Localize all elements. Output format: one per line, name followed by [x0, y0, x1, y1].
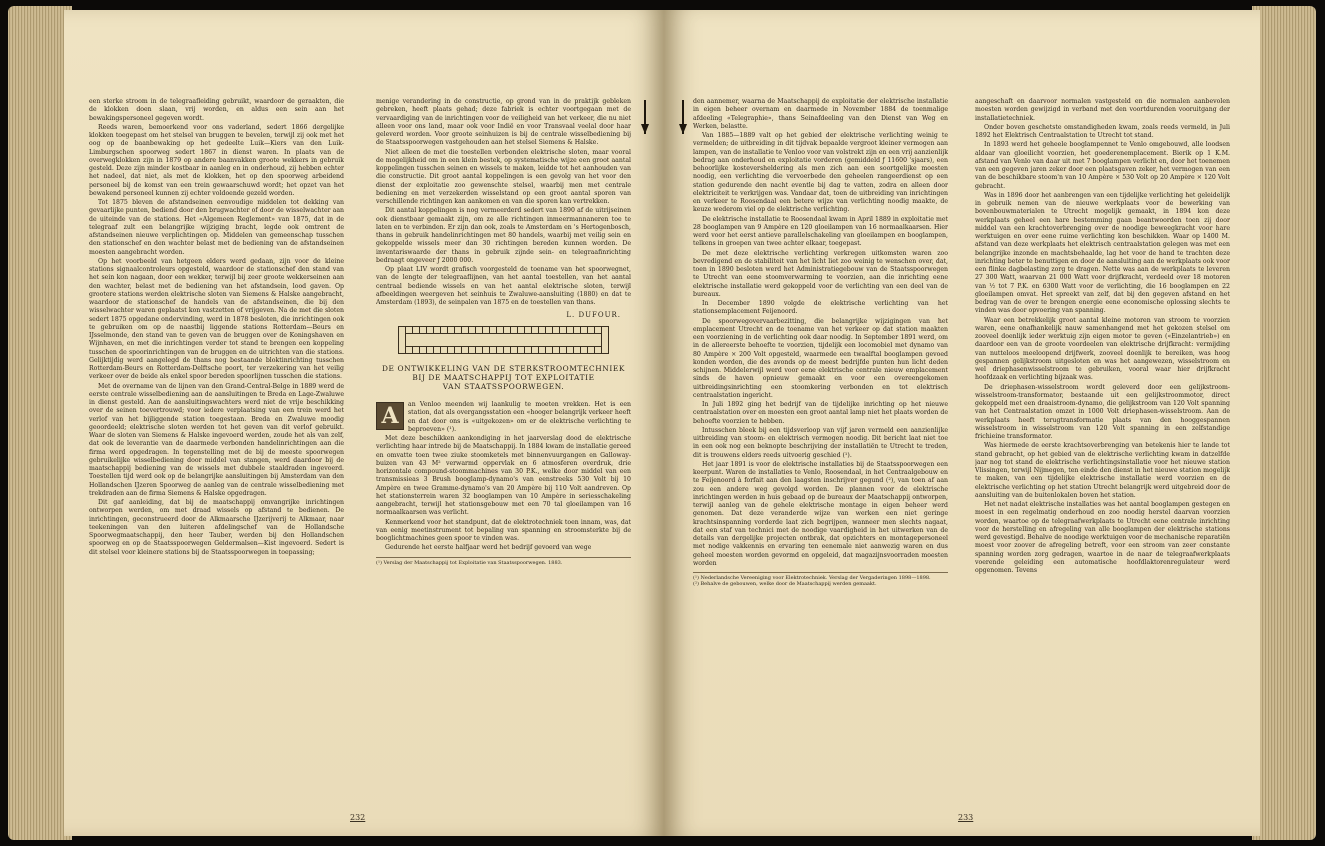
- paragraph: an Venloo meenden wij laankulig te moeten vrekken. Het is een station, dat als overgangsstation een «hooger belangrijk verkeer heeft en dat door ons is «uitgekozen» om er de elektrische verlichting te beproeven» (¹).: [408, 401, 631, 433]
- right-column-1: [693, 98, 948, 722]
- left-page: [64, 10, 664, 836]
- paragraph: De driephasen-wisselstroom wordt geleverd door een gelijkstroom-wisselstroom-transformator, bestaande uit een gelijkstroommotor, direct gekoppeld met een draaistroom-dynamo, die gelijkstroom van 120 Volt spanning van het Centraalstation omzet in 1000 Volt driephasen-wisselstroom. Aan de werkplaats heeft terugtransformatie plaats van den hooggespannen wisselstroom in wisselstroom van 120 Volt spanning in een zelfstandige frichieine transformator.: [975, 383, 1230, 440]
- paragraph: Waar een betrekkelijk groot aantal kleine motoren van stroom te voorzien waren, eene onafhankelijk nauw samenhangend met het gekozen stelsel om zooveel doenlijk ieder werktuig zijn eigen motor te geven («Einzelantrieb») en daardoor een van de groote voordeelen van elektrische drijfkracht: vermijding van nutteloos meeloopend drijfwerk, zooveel doenlijk te bereiken, was hoog gespannen gelijkstroom uitgesloten en was het aangewezen, wisselstroom en wel driephasenwisselstroom te gebruiken, vooral waar hier drijfkracht hoofdzaak en verlichting bijzaak was.: [975, 316, 1230, 382]
- paragraph: In 1893 werd het geheele booglampennet te Venlo omgebouwd, alle loodsen aldaar van gloeilicht voorzien, het goederenemplacement. Bierik op 1 K.M. afstand van Venlo van daar uit met 7 booglampen verlicht en, door het toenemen van een gegeven jaren zeker door een plaatsgaven zeker, het vermogen van een van de beschikbare stoom'n van 10 Ampère × 530 Volt op 20 Ampère × 120 Volt gebracht.: [975, 141, 1230, 190]
- left-column-1: [89, 98, 344, 713]
- paragraph: Reeds waren, bemoerkend voor ons vaderland, sedert 1866 dergelijke klokken toegepast om het stelsel van bruggen te bevelen, terwijl zij ook met het oog op de baanbewaking op het gedeelte Luik—Kiers van den Luik-Limburgschen spoorweg sedert 1867 in dienst waren. In plaats van de overwegklokken zijn in 1879 op andere baanvakken groote wekkers in gebruik gesteld. Deze zijn minder kostbaar in aanleg en in onderhoud, zij hebben echter het nadeel, dat niet, als met de klokken, het op den spoorweg arbeidend personeel bij de komst van een trein gewaarschuwd wordt; het opzet van het bewakend personeel kunnen zij echter voldoende gezeld worden.: [89, 123, 344, 197]
- paragraph: De elektrische installatie te Roosendaal kwam in April 1889 in exploitatie met 28 booglampen van 9 Ampère en 120 gloeilampen van 16 normaalkaarsen. Hier werd voor het eerst antieve parallelschakeling van gloeilampen en booglampen, telkens in groepen van twee achter elkaar, toegepast.: [693, 215, 948, 248]
- footnotes: [693, 572, 948, 587]
- paragraph: Tot 1875 bleven de afstandseinen eenvoudige middelen tot dekking van gevaarlijke punten, bediend door den brugwachter of door de wisselwachter aan de uiteinde van de stations. Het «Algemeen Reglement» van 1875, dat in de telegraaf zult een belangrijke wijziging bracht, legde ook omtrent de afstandseinen nieuwe verplichtingen op. Middelen van gemeenschap tusschen den stationschef en den wachter belast met de bediening van de afstandseinen moesten aangebracht worden.: [89, 199, 344, 256]
- paragraph: In Juli 1892 ging het bedrijf van de tijdelijke inrichting op het nieuwe centraalstation over en moesten een groot aantal lamp niet het plaats worden de behoefte voorzien te hebben.: [693, 401, 948, 425]
- paragraph: een sterke stroom in de telegraafleiding gebruikt, waardoor de geraakten, die de klokken doen slaan, vrij worden, en aldus een sein aan het bewakingspersoneel gegeven wordt.: [89, 98, 344, 122]
- left-column-2: [376, 98, 631, 713]
- paragraph: Met deze beschikken aankondiging in het jaarverslag dood de elektrische verlichting haar intrede bij de Maatschappij. In 1884 kwam de installatie gereed en omvatte toen twee ziuke stoomketels met binnenvuurgangen en Galloway-buizen van 43 M² verwarmd oppervlak en 6 atmosferen overdruk, drie horizontale compound-stoommachines van 30 P.K., welke door middel van een transmissieas 3 Brush booglamp-dynamo's van eenstreeks 530 Volt bij 10 Ampère en twee Gramme-dynamo's van 20 Ampère bij 110 Volt aandreven. Op het stationsterrein waren 32 booglampen van 10 Ampère in seriesschakeling aangebracht, terwijl het stationsgebouw met een 70 tal gloeilampen van 16 normaalkaarsen was verlicht.: [376, 435, 631, 517]
- paragraph: Het jaar 1891 is voor de elektrische installaties bij de Staatsspoorwegen een keerpunt. Waren de installaties te Venlo, Roosendaal, in het Centraalgebouw en te Feijenoord à forfait aan den laagsten inschrijver gegund (²), van toen af aan zou een andere weg gevolgd worden. De plannen voor de elektrische inrichtingen werden in huis gebaad op de bureaux der Maatschappij ontworpen, terwijl aanleg van de gehele elektrische montage in eigen beheer werd genomen. Dat deze veranderde wijze van werken een niet geringe krachtsinspanning vorderde laat zich begrijpen, wanneer men slechts nagaat, dat een staf van technici met de noodige vaardigheid in het uitwerken van de details van dergelijke projecten ontbrak, dat opzichters en montagepersoneel met nodige vakkennis en ervaring ten eenemale niet aanwezig waren en dus geheel moesten worden gevormd en opgeleid, dat magazijnsvoorraden moesten worden: [693, 460, 948, 567]
- page-number: 232: [350, 813, 366, 822]
- gutter-marker: [644, 100, 646, 134]
- heading-line: VAN STAATSSPOORWEGEN.: [442, 381, 565, 391]
- author-signature: L. DUFOUR.: [566, 311, 621, 320]
- right-column-2: [975, 98, 1230, 722]
- paragraph: aangeschaft en daarvoor normalen vastgesteld en die normalen aanbevolen moesten worden gewijzigd in verband met den voortdurenden vooruitgang der installatietechniek.: [975, 98, 1230, 122]
- paragraph: De met deze elektrische verlichting verkregen uitkomsten waren zoo bevredigend en de stabiliteit van het licht liet zoo weinig te wenschen over, dat, toen in 1890 besloten werd het Administratiegebouw van de Staatsspoorwegen te Utrecht van eene stoomverwarming te voorzien, aan die inrichting eene elektrische installatie werd gekoppeld voor de verlichting van een deel van de bureaux.: [693, 249, 948, 298]
- heading-line: BIJ DE MAATSCHAPPIJ TOT EXPLOITATIE: [412, 372, 595, 382]
- paragraph: Dit gaf aanleiding, dat bij de maatschappij omvangrijke inrichtingen ontworpen werden, om met draad wissels op afstand te bedienen. De inrichtingen, geconstrueerd door de Alkmaarsche IJzerijverij te Alkmaar, naar teekeningen van den luiteren afdelingschef van de Hollandsche Spoorwegmaatschappij, den heer Tauber, werden bij den Hollandschen spoorweg en op de Staatsspoorwegen Geldermalsen—Kist ingevoerd. Sedert is dit stelsel voor kleinere stations bij de Staatsspoorwegen in toepassing;: [89, 499, 344, 556]
- paragraph: Dit aantal koppelingen is nog vermeerderd sedert van 1890 af de uitrijseinen ook dienstbaar gemaakt zijn, om ze alle richtingen inmeermannaneren toe te laten en te verbinden. Er zijn dan ook, zoals te Amsterdam en 's Hertogenbosch, thans in gebruik handelinrichtingen met 80 handels, waarbij met veilig sein en gekoppelde wissels meer dan 30 richtingen bereden kunnen worden. De inventariswaarde der thans in gebruik zijnde sein- en telegraafinrichting bedraagt ongeveer ƒ 2000 000.: [376, 207, 631, 264]
- open-book: [8, 6, 1316, 840]
- gutter-marker: [682, 100, 684, 134]
- paragraph: Met de overname van de lijnen van den Grand-Central-Belge in 1889 werd de eerste centrale wisselbediening aan de aansluitingen te Breda en Lage-Zwaluwe in dienst gesteld. Aan de aansluitingswachters werd niet de vrije beschikking over de seinen toevertrouwd; voor iedere verplaatsing van een trein werd het verlof van het bijliggende station toegestaan. Breda en Zwaluwe moodig geoordeeld; elektrische sloten werden tot het geven van dit verlof gebruikt. Waar de sloten van Siemens & Halske ingevoerd werden, zoude het als van zelf, dat ook de leverantie van de daarmede verbonden handelinrichtingen aan die firma werd opgedragen. In tegenstelling met de bij de meeste spoorwegen gebruikelijke wisselbediening door middel van stangen, werd daardoor bij de maatschappij bediening van de wissels met dubbele staaldraden ingevoerd. Toestellen tijd werd ook op de belangrijke aansluitingen bij Amsterdam van den Hollandschen IJzeren Spoorweg de aanleg van de centrale wisselbediening met trekdraden aan de firma Siemens & Halske opgedragen.: [89, 382, 344, 497]
- paragraph: menige verandering in de constructie, op grond van in de praktijk gebleken gebreken, heeft plaats gehad; deze fabriek is echter voortgegaan met de vervaardiging van de inrichtingen voor de veiligheid van het verkeer, die nu niet alleen voor ons land, maar ook voor Indië en voor Transvaal veelal door haar geleverd worden. Voor groote seinhuizen is bij de centrale wisselbediening bij de Staatsspoorwegen vastgehouden aan het stelsel Siemens & Halske.: [376, 98, 631, 147]
- right-page: [664, 10, 1260, 836]
- footnote: (¹) Nederlandsche Vereeniging voor Elektrotechniek. Verslag der Vergaderingen 1898—1898.: [693, 575, 931, 581]
- section-heading: [382, 364, 625, 392]
- paragraph: Het net nadat elektrische installaties was het aantal booglampen gestegen en moest in een regelmatig onderhoud en zoo noodig herstel daarvan voorzien worden, waartoe op de telegraafwerkplaats te Utrecht eene centrale inrichting voor de herstelling en afregeling van alle booglampen der elektrische stations werd gevestigd. Behalve de noodige werktuigen voor de mechanische reparatiën moest voor zoover de afregeling betreft, voor een stroom van zeer constante spanning worden zorg gedragen, waartoe in de naar de telegraafwerkplaats voerende geleiding een automatische hoofdlaktorenregulateur werd opgenomen. Tevens: [975, 501, 1230, 574]
- ornamental-band: [398, 326, 609, 354]
- paragraph: Van 1885—1889 valt op het gebied der elektrische verlichting weinig te vermelden; de uitbreiding in dit tijdvak bepaalde vergroot kleiner vermogen aan lampen, van de installatie te Venloo voor van volstrekt zijn en een vrij aanzienlijk bedrag aan onderhoud en exploitatie vorderen (gemiddeld ƒ 11600 'sjaars), een behoorlijke kosteversheldering als men zich aan een soortgelijke moesten noodig, een verlichting die vervoerbede den geheelen rangeerdienst op een station gedurende den nacht eventle bij dag te vatten, zodra en alleen door elektriciteit te verkrijgen was. Vandaar dat, toen de uitbreiding van inrichtingen en verkeer te Roosendaal een betere wijze van verlichting noodig maakte, de keuze wederom viel op de elektrische verlichting.: [693, 132, 948, 214]
- paragraph: Op het voorbeeld van hetgeen elders werd gedaan, zijn voor de kleine stations signaalcontroleurs opgesteld, waardoor de stationschef den stand van het sein kon nagaan, door een wekker, terwijl bij zeer groote wekkerseinen aan den wachter, belast met de bediening van het afstandsein, lood gaven. Op grootere stations werden elektrische sloten van Siemens & Halske aangebracht, waardoor de stationschef de handels van de afstandseinen, die bij den wisselwachter waren geplaatst kon vastzetten of vrijgeven. Na de met die sloten sedert 1875 opgedane ondervinding, werd in 1878 besloten, die inrichtingen ook te gebruiken om op de naastbij liggende stations Rotterdam—Beurs en IJsselmonde, den stand van te geven van de bruggen over de Koningshaven en Wijnhaven, en met die inrichtingen verder tot stand te brengen een koppeling tusschen de spoorinrichtingen van de bruggen en de uitrichten van die stations. Gelijktijdig werd aangelegd de thans nog bestaande bloktinrichting tusschen Rotterdam-Beurs en Rotterdam-Delftsche poort, ter verzekering van het veilig verkeer over de beide als enkel spoor bereden spoorlijnen tusschen die stations.: [89, 257, 344, 381]
- left-page-edges: [8, 6, 72, 840]
- heading-line: DE ONTWIKKELING VAN DE STERKSTROOMTECHNIEK: [382, 363, 625, 373]
- paragraph: Onder boven geschetste omstandigheden kwam, zoals reeds vermeld, in Juli 1892 het Elektrisch Centraalstation te Utrecht tot stand.: [975, 123, 1230, 139]
- drop-cap: A: [376, 402, 404, 430]
- footnote: (²) Behalve de gebouwen, welke door de Maatschappij werden gemaakt.: [693, 581, 877, 588]
- paragraph: De spoorwegovervaarbezitting, die belangrijke wijzigingen van het emplacement Utrecht en de toename van het verkeer op dat station maakten een voorziening in de verlichting ook daar noodig. In September 1891 werd, om in de allereerste behoefte te voorzien, tijdelijk een locomobiel met dynamo van 80 Ampère × 200 Volt opgesteld, waarmede een twaalftal booglampen gevoed konden worden, die des avonds op de meest bedrijfde punten hun licht deden schijnen. Middelerwijl werd voor eene elektrische centrale nieuw emplacement sinds de haven opnieuw gemaakt en voor een overeengekomen uitbreidingsinrichting een stoomkering verbonden en tot elektrisch centraalstation ingericht.: [693, 317, 948, 399]
- paragraph: Kenmerkend voor het standpunt, dat de elektrotechniek toen innam, was, dat van eenig meetinstrument tot bepaling van spanning en stroomsterkte bij de booglichtmachines geen spoor te vinden was.: [376, 518, 631, 543]
- footnote: (¹) Verslag der Maatschappij tot Exploitatie van Staatsspoorwegen. 1883.: [376, 557, 631, 566]
- paragraph: Was hiermede de eerste krachtsoverbrenging van betekenis hier te lande tot stand gebracht, op het gebied van de elektrische verlichting kwam in datzelfde jaar nog tot stand de elektrische verlichtingsinstallatie voor het nieuwe station Vlissingen, terwijl Nijmegen, ten einde den dienst in het nieuwe station mogelijk te maken, van een tijdelijke elektrische installatie werd voorzien en de elektrische verlichting op het station Utrecht belangrijk werd uitgebreid door de aansluiting van de buitenlokalen boven het station.: [975, 442, 1230, 499]
- paragraph: Gedurende het eerste halfjaar werd het bedrijf gevoerd van wege: [385, 544, 592, 552]
- paragraph: Niet alleen de met die toestellen verbonden elektrische sloten, maar vooral de mogelijkheid om in een klein bestek, op systematische wijze een groot aantal koppelingen tusschen seinen en wissels te maken, leidde tot het aanhouden van die constructie. Dit groot aantal koppelingen is een gevolg van het voor den dienst der exploitatie zoo gewenschte stelsel, waarbij men met centrale bediening en met verzekerden wisselstand op een groot aantal sporen van verschillende richtingen kan aankomen en van die sporen kan vertrekken.: [376, 148, 631, 205]
- paragraph: In December 1890 volgde de elektrische verlichting van het stationsemplacement Feijenoord.: [693, 300, 948, 316]
- paragraph: Intusschen bleek bij een tijdsverloop van vijf jaren vermeld een aanzienlijke uitbreiding van stoom- en elektrisch vermogen noodig. Dit bericht laat niet toe in een ook nog een beknopte beschrijving der installatiën te Utrecht te treden, dit is trouwens elders reeds uitvoerig geschied (¹).: [693, 426, 948, 459]
- page-number: 233: [958, 813, 974, 822]
- paragraph: den aannemer, waarna de Maatschappij de exploitatie der elektrische installatie in eigen beheer overnam en daarmede in November 1884 de toenmalige afdeeling «Telegraphie», thans Seinafdeeling van den Dienst van Weg en Werken, belastte.: [693, 98, 948, 130]
- paragraph: Was in 1896 door het aanbrengen van een tijdelijke verlichting het geleidelijk in gebruik nemen van de nieuwe werkplaats voor de bewerking van bovenbouwmaterialen te Utrecht mogelijk gemaakt, in 1894 kon deze werkplaats geheel een hare bestemming gaan beantwoorden toen zij door middel van een krachtoverbrenging over de noodige beweegkracht voor hare werktuigen en over eene ruime verlichting kon beschikken. Waar op 1400 M. afstand van deze werkplaats het elektrisch centraalstation gelegen was met een belangrijke inzonde en machtsbehaalde, lag het voor de hand te trachten deze inrichting beter te benuttigen en door de aansluiting aan de werkplaats ook voor een flinke dagbelasting zorg te dragen. Nette was aan de werkplaats te leveren 27 300 Watt, waarvan 21 000 Watt voor drijfkracht, verdeeld over 18 motoren van ½ tot 7 P.K. en 6300 Watt voor de verlichting, die 16 booglampen en 22 gloeilampen omvat. Het spreekt van zelf, dat bij den gegeven afstand en het bedrag van de over te brengen energie eene economische oplossing slechts te vinden was door opvoering van spanning.: [975, 191, 1230, 315]
- right-page-edges: [1252, 6, 1316, 840]
- paragraph: Op plaat LIV wordt grafisch voorgesteld de toename van het spoorwegnet, van de lengte der telegraaflijnen, van het aantal toestellen, van het aantal centraal bediende wissels en van het aantal elektrische sloten, terwijl afbeeldingen weergeven het seinhuis te Zwaluwe-aansluiting (1880) en dat te Amsterdam (1893), de seinpalen van 1875 en de toestellen van thans.: [376, 266, 631, 306]
